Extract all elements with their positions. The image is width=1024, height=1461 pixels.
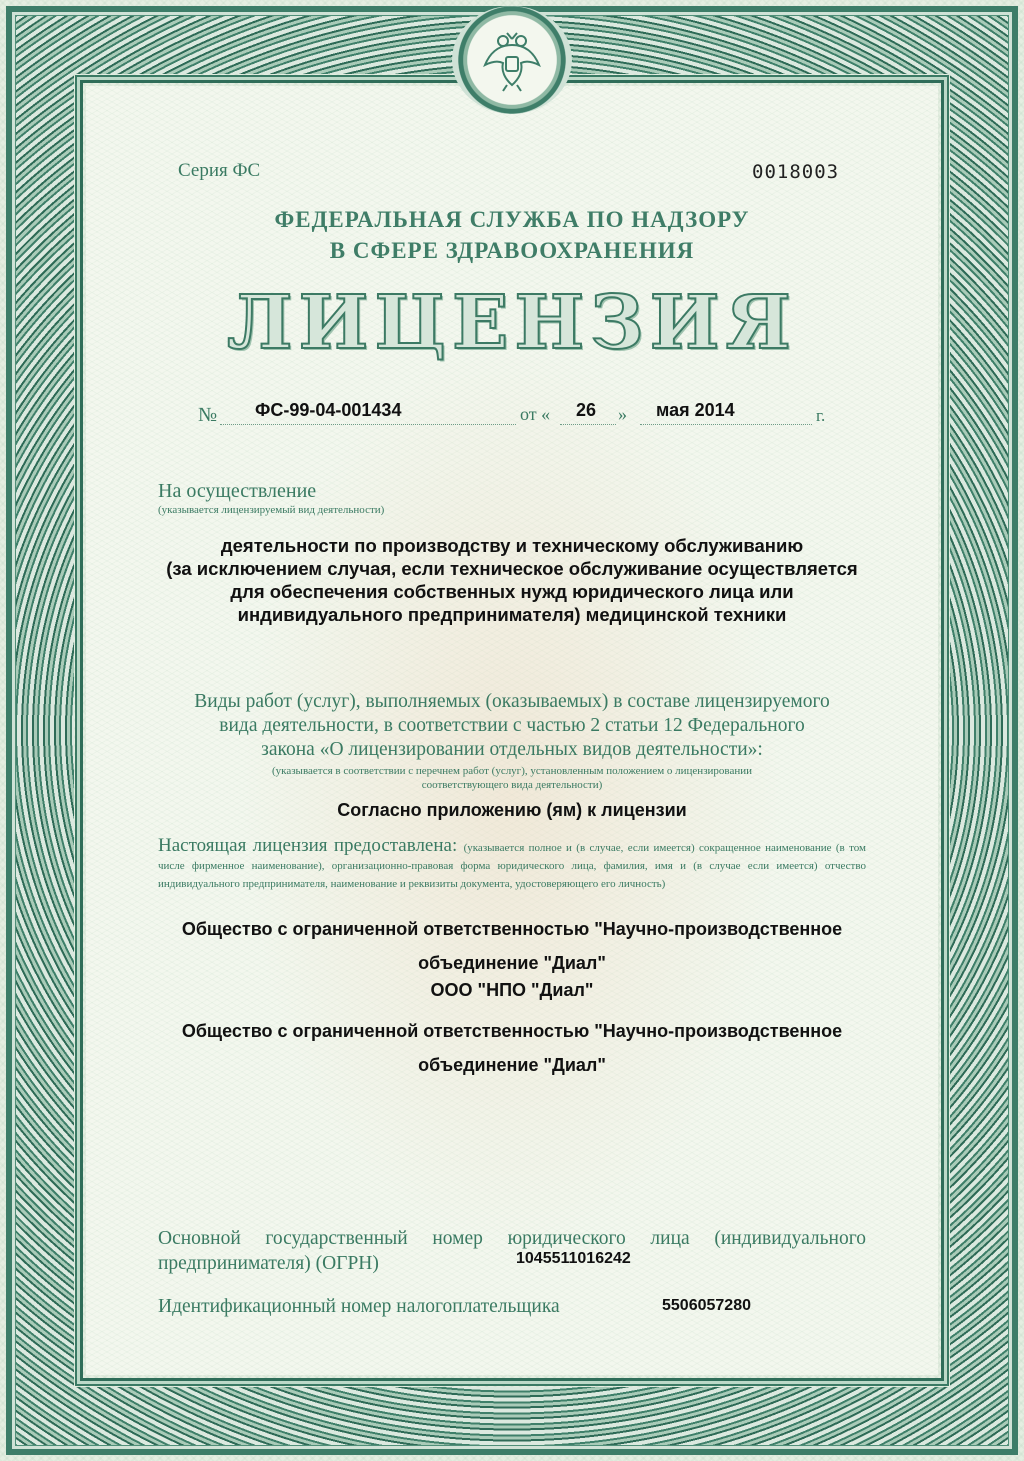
date-from-label: от « [520,404,551,424]
ogrn-value: 1045511016242 [516,1250,631,1267]
works-note-line: соответствующего вида деятельности) [421,779,603,791]
works-line: закона «О лицензировании отдельных видов деятельности»: [261,739,763,760]
license-day: 26 [576,400,597,420]
agency-line-2: В СФЕРЕ ЗДРАВООХРАНЕНИЯ [329,238,695,263]
activity-line: индивидуального предпринимателя) медицинской техники [237,604,787,625]
organization-short-name: ООО "НПО "Диал" [430,980,594,1000]
licensed-activity [120,534,904,626]
series-label: Серия ФС [178,160,261,181]
purpose-note: (указывается лицензируемый вид деятельности) [158,504,385,516]
purpose-label: На осуществление [158,480,317,502]
works-line: Виды работ (услуг), выполняемых (оказываемых) в составе лицензируемого [194,691,830,712]
annex-reference: Согласно приложению (ям) к лицензии [337,800,687,820]
number-sign: № [198,404,218,426]
works-label [140,690,884,762]
granted-label-text: Настоящая лицензия предоставлена: [158,835,458,856]
granted-note: (указывается полное и (в случае, если имеется) сокращенное наименование (в том числе фирменное наименование), организационно-правовая форма юридического лица, фамилия, имя и (в случае если имеется) отчество индивидуального предпринимателя, наименование и реквизиты документа, удостоверяющего его личность) [158,842,867,890]
organization-brand-name [120,1014,904,1082]
activity-line: (за исключением случая, если техническое обслуживание осуществляется [166,558,858,579]
day-line [560,424,616,425]
activity-line: для обеспечения собственных нужд юридического лица или [230,581,794,602]
agency-line-1: ФЕДЕРАЛЬНАЯ СЛУЖБА ПО НАДЗОРУ [274,207,750,232]
double-headed-eagle-icon [477,25,547,95]
works-line: вида деятельности, в соответствии с частью 2 статьи 12 Федерального [219,715,805,736]
org-line: объединение "Диал" [418,1055,606,1075]
form-number: 0018003 [752,161,840,183]
document-title: ЛИЦЕНЗИЯ [227,280,797,366]
org-line: Общество с ограниченной ответственностью "Научно-производственное [181,919,843,939]
org-line: объединение "Диал" [418,953,606,973]
date-quote-close: » [618,404,627,424]
agency-name [0,204,1024,266]
license-number-line [220,424,516,425]
works-note-line: (указывается в соответствии с перечнем работ (услуг), установленным положением о лицензировании [271,765,753,777]
works-note [160,764,864,792]
inn-label: Идентификационный номер налогоплательщика [158,1296,560,1317]
ogrn-label: Основной государственный номер юридического лица (индивидуального предпринимателя) (ОГРН) [158,1228,866,1274]
year-suffix: г. [816,406,826,425]
inn-value: 5506057280 [662,1297,751,1314]
month-line [640,424,812,425]
granted-to-label [158,835,867,892]
activity-line: деятельности по производству и техническому обслуживанию [220,535,804,556]
license-month-year: мая 2014 [656,400,735,420]
organization-full-name [120,912,904,980]
coat-of-arms-icon [452,6,572,114]
license-number: ФС-99-04-001434 [255,400,402,420]
org-line: Общество с ограниченной ответственностью "Научно-производственное [181,1021,843,1041]
